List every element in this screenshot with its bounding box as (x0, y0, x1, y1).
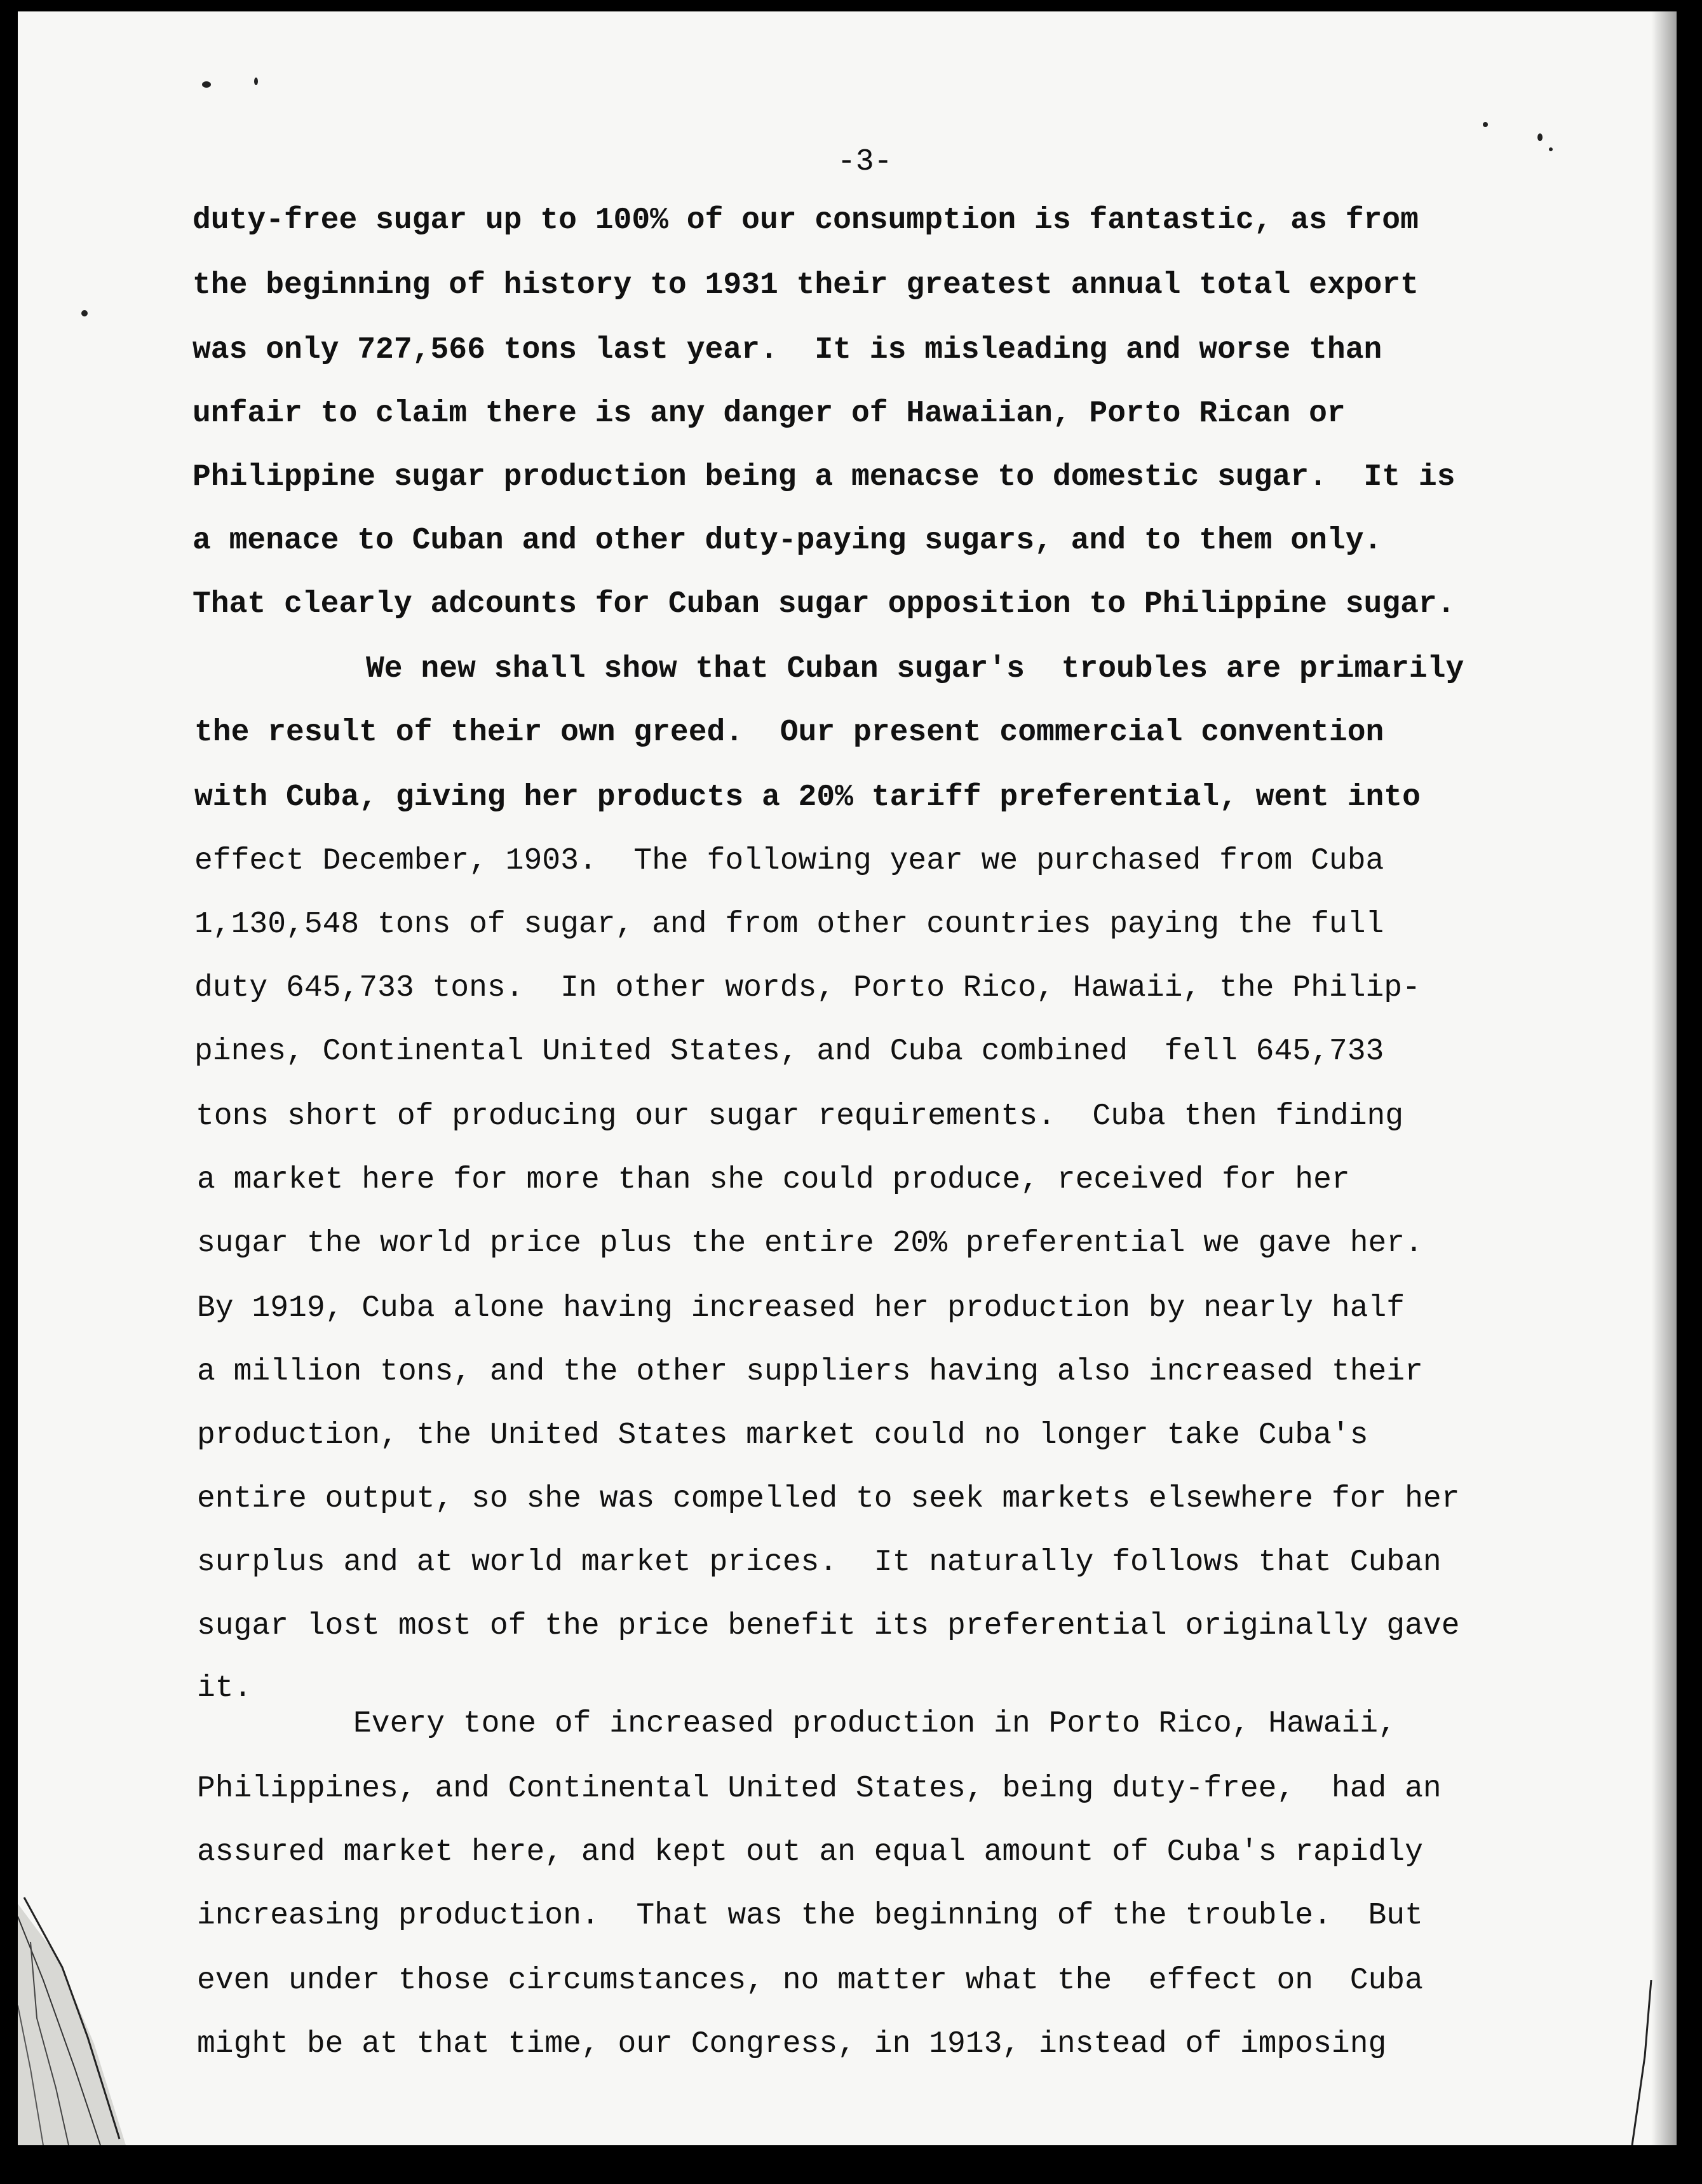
text-line: it. (197, 1671, 252, 1706)
text-line: a market here for more than she could produce, received for her (197, 1163, 1350, 1197)
scan-speck (1483, 122, 1488, 127)
scan-speck (1549, 147, 1553, 151)
text-line: surplus and at world market prices. It naturally follows that Cuban (197, 1545, 1442, 1580)
scan-speck (202, 81, 211, 88)
text-line: We new shall show that Cuban sugar's troubles are primarily (366, 652, 1464, 686)
text-line: sugar lost most of the price benefit its preferential originally gave (197, 1609, 1460, 1643)
right-edge-curl (1619, 1980, 1658, 2145)
text-line: 1,130,548 tons of sugar, and from other countries paying the full (194, 907, 1384, 942)
page-edge-shadow (1651, 11, 1677, 2145)
text-line: By 1919, Cuba alone having increased her production by nearly half (197, 1291, 1405, 1326)
text-line: effect December, 1903. The following year we purchased from Cuba (194, 844, 1384, 878)
text-line: the result of their own greed. Our present commercial convention (194, 716, 1384, 750)
text-line: a million tons, and the other suppliers having also increased their (197, 1355, 1423, 1389)
text-line: Philippine sugar production being a menacse to domestic sugar. It is (192, 460, 1455, 494)
scan-speck (254, 78, 258, 85)
page-number: -3- (837, 145, 893, 179)
text-line: entire output, so she was compelled to seek markets elsewhere for her (197, 1482, 1460, 1516)
text-line: That clearly adcounts for Cuban sugar opposition to Philippine sugar. (192, 587, 1455, 621)
text-line: a menace to Cuban and other duty-paying sugars, and to them only. (192, 524, 1382, 558)
text-line: assured market here, and kept out an equal amount of Cuba's rapidly (197, 1835, 1423, 1869)
text-line: tons short of producing our sugar requirements. Cuba then finding (196, 1099, 1404, 1134)
text-line: Philippines, and Continental United States, being duty-free, had an (197, 1772, 1442, 1806)
text-line: duty 645,733 tons. In other words, Porto Rico, Hawaii, the Philip- (194, 971, 1421, 1005)
text-line: even under those circumstances, no matter what the effect on Cuba (197, 1964, 1423, 1998)
text-line: sugar the world price plus the entire 20% preferential we gave her. (197, 1226, 1423, 1261)
scan-speck (81, 310, 88, 316)
text-line: was only 727,566 tons last year. It is misleading and worse than (192, 333, 1382, 367)
text-line: unfair to claim there is any danger of Hawaiian, Porto Rican or (192, 397, 1346, 431)
text-line: pines, Continental United States, and Cuba combined fell 645,733 (194, 1034, 1384, 1069)
text-line: with Cuba, giving her products a 20% tariff preferential, went into (194, 780, 1421, 815)
text-line: Every tone of increased production in Porto Rico, Hawaii, (353, 1707, 1396, 1741)
scan-speck (1537, 133, 1543, 141)
text-line: production, the United States market could no longer take Cuba's (197, 1418, 1368, 1453)
text-line: duty-free sugar up to 100% of our consumption is fantastic, as from (192, 203, 1419, 238)
document-page (18, 11, 1677, 2145)
torn-corner-graphic (18, 1878, 126, 2145)
text-line: increasing production. That was the beginning of the trouble. But (197, 1899, 1423, 1933)
text-line: might be at that time, our Congress, in 1913, instead of imposing (197, 2027, 1387, 2061)
text-line: the beginning of history to 1931 their greatest annual total export (192, 268, 1419, 302)
